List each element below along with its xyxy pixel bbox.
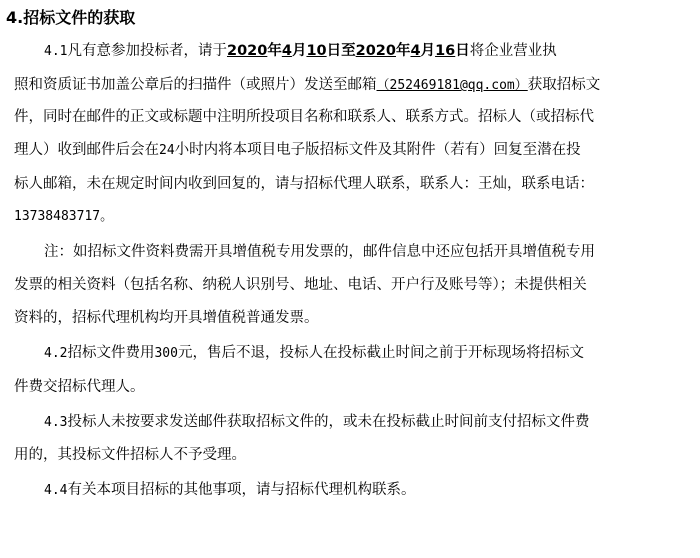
clause-number: 4.2 <box>44 346 68 361</box>
paragraph-4-1-line-4 <box>14 138 581 163</box>
clause-number: 4.3 <box>44 415 68 430</box>
text: 将企业营业执 <box>469 43 557 59</box>
paragraph-4-1-line-5: 标人邮箱，未在规定时间内收到回复的，请与招标代理人联系，联系人：王灿，联系电话： <box>14 176 594 192</box>
fee-amount: 300 <box>154 346 178 361</box>
month-char: 月 <box>291 43 307 59</box>
paragraph-4-1-line-1 <box>44 39 557 64</box>
note-line-1: 注：如招标文件资料费需开具增值税专用发票的，邮件信息中还应包括开具增值税专用 <box>44 244 595 260</box>
paragraph-4-3-line-1 <box>44 410 589 435</box>
text: 获取招标文 <box>527 77 601 93</box>
clause-number: 4.1 <box>44 44 68 59</box>
end-year: 2020 <box>355 43 396 59</box>
text: 凡有意参加投标者，请于 <box>67 43 227 59</box>
paragraph-4-2-line-2: 件费交招标代理人。 <box>14 379 145 395</box>
start-day: 10 <box>306 43 327 59</box>
section-heading: 4.招标文件的获取 <box>6 8 136 27</box>
year-char: 年 <box>395 43 411 59</box>
start-year: 2020 <box>226 43 268 59</box>
note-line-2: 发票的相关资料（包括名称、纳税人识别号、地址、电话、开户行及账号等）；未提供相关 <box>14 277 587 293</box>
text: 元，售后不退，投标人在投标截止时间之前于开标现场将招标文 <box>177 345 584 361</box>
hours-value: 24 <box>159 143 175 158</box>
text: 小时内将本项目电子版招标文件及其附件（若有）回复至潜在投 <box>174 142 581 158</box>
year-char: 年 <box>267 43 282 59</box>
paragraph-4-2-line-1 <box>44 341 584 366</box>
day-char: 日至 <box>326 43 356 59</box>
start-month: 4 <box>281 43 292 59</box>
text: 招标文件费用 <box>67 345 155 361</box>
note-line-3: 资料的，招标代理机构均开具增值税普通发票。 <box>14 310 319 326</box>
text: 照和资质证书加盖公章后的扫描件（或照片）发送至邮箱 <box>14 77 377 93</box>
clause-number: 4.4 <box>44 483 68 498</box>
contact-phone: 13738483717。 <box>14 209 114 224</box>
month-char: 月 <box>420 43 436 59</box>
end-day: 16 <box>435 43 456 59</box>
paragraph-4-3-line-2: 用的，其投标文件招标人不予受理。 <box>14 447 246 463</box>
paragraph-4-1-line-3: 件，同时在邮件的正文或标题中注明所投项目名称和联系人、联系方式。招标人（或招标代 <box>14 109 594 125</box>
text: 有关本项目招标的其他事项，请与招标代理机构联系。 <box>67 482 416 498</box>
paragraph-4-4-line-1 <box>44 478 415 503</box>
end-month: 4 <box>410 43 421 59</box>
text: 理人）收到邮件后会在 <box>14 142 159 158</box>
email-address: （252469181@qq.com） <box>376 78 528 93</box>
text: 投标人未按要求发送邮件获取招标文件的，或未在投标截止时间前支付招标文件费 <box>67 414 590 430</box>
day-char: 日 <box>455 43 470 59</box>
paragraph-4-1-line-2 <box>14 73 600 98</box>
